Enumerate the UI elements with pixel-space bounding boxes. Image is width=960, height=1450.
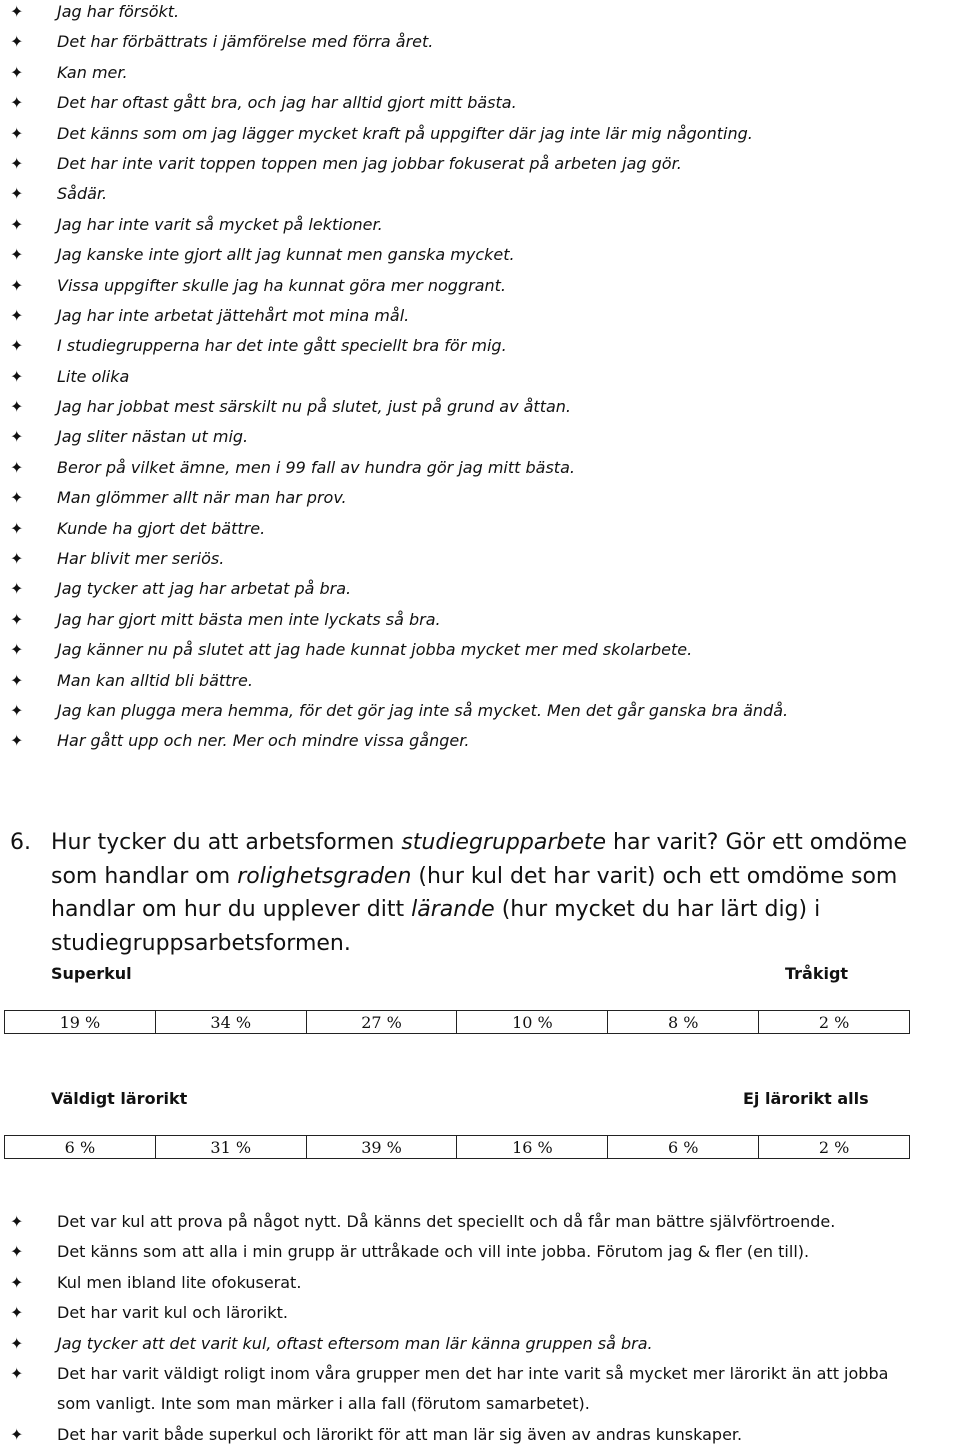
list-item-text: Det känns som att alla i min grupp är uttråkade och vill inte jobba. Förutom jag & fler (en till). (57, 1242, 810, 1262)
list-item-text: Sådär. (57, 184, 108, 204)
scale2-cell: 16 % (457, 1136, 608, 1159)
star-bullet-icon: ✦ (10, 1242, 24, 1262)
star-bullet-icon: ✦ (10, 427, 24, 447)
list-item-text: Har blivit mer seriös. (57, 549, 225, 569)
star-bullet-icon: ✦ (10, 1212, 24, 1231)
star-bullet-icon: ✦ (10, 62, 24, 82)
star-bullet-icon: ✦ (10, 700, 24, 720)
list-item-text: Jag känner nu på slutet att jag hade kunnat jobba mycket mer med skolarbete. (57, 640, 693, 660)
star-bullet-icon: ✦ (10, 488, 24, 508)
question-text-part: (hur mycket du har lärt dig) i studiegruppsarbetsformen. (51, 897, 821, 956)
question-text (51, 826, 940, 960)
star-bullet-icon: ✦ (10, 305, 24, 325)
list-item (0, 271, 788, 301)
question-text-part: har varit? Gör ett omdöme som handlar om (51, 830, 908, 889)
list-item-text: Man kan alltid bli bättre. (57, 670, 253, 690)
question-emphasis: lärande (411, 897, 495, 922)
star-bullet-icon: ✦ (10, 1303, 24, 1323)
list-item-text: Det har oftast gått bra, och jag har alltid gjort mitt bästa. (57, 93, 517, 113)
question-emphasis: rolighetsgraden (237, 863, 412, 889)
list-item (0, 58, 788, 88)
list-item-text: Jag tycker att jag har arbetat på bra. (57, 579, 352, 599)
star-bullet-icon: ✦ (10, 397, 24, 417)
list-item-text: Det har förbättrats i jämförelse med förra året. (57, 32, 434, 52)
list-item (0, 514, 788, 544)
list-item-text: Lite olika (57, 366, 130, 386)
star-bullet-icon: ✦ (10, 518, 24, 538)
star-bullet-icon: ✦ (10, 640, 24, 660)
scale1-cell: 19 % (5, 1011, 156, 1034)
list-item (0, 605, 788, 635)
star-bullet-icon: ✦ (10, 336, 24, 356)
list-item (0, 392, 788, 422)
list-item (0, 574, 788, 604)
response-list-1 (0, 0, 788, 757)
scale2-right-label: Ej lärorikt alls (743, 1089, 869, 1108)
scale2-cell: 39 % (306, 1136, 457, 1159)
list-item-text: Det har inte varit toppen toppen men jag jobbar fokuserat på arbeten jag gör. (57, 153, 682, 173)
list-item-text: Jag har inte varit så mycket på lektioner. (57, 214, 383, 234)
scale1-cell: 27 % (306, 1011, 457, 1034)
star-bullet-icon: ✦ (10, 549, 24, 569)
star-bullet-icon: ✦ (10, 731, 24, 751)
list-item (0, 240, 788, 270)
list-item-text: Beror på vilket ämne, men i 99 fall av hundra gör jag mitt bästa. (57, 457, 575, 477)
list-item (0, 27, 788, 57)
list-item (0, 1268, 888, 1298)
question-text-part: Hur tycker du att arbetsformen (51, 830, 402, 855)
list-item (0, 301, 788, 331)
response-list-2 (0, 1207, 888, 1450)
scale2-left-label: Väldigt lärorikt (51, 1089, 188, 1108)
list-item-text: som vanligt. Inte som man märker i alla fall (förutom samarbetet). (57, 1394, 590, 1414)
list-item (0, 1298, 888, 1328)
list-item (0, 88, 788, 118)
list-item (0, 362, 788, 392)
scale1-cell: 8 % (608, 1011, 759, 1034)
star-bullet-icon: ✦ (10, 1272, 24, 1292)
scale2-table (4, 1135, 910, 1159)
list-item (0, 726, 788, 756)
list-item-text: Det har varit väldigt roligt inom våra grupper men det har inte varit så mycket mer lärorikt än att jobba (57, 1363, 889, 1383)
list-item (0, 453, 788, 483)
list-item-text: Vissa uppgifter skulle jag ha kunnat göra mer noggrant. (57, 275, 506, 295)
star-bullet-icon: ✦ (10, 670, 24, 690)
list-item (0, 1237, 888, 1267)
scale2-cell: 2 % (759, 1136, 910, 1159)
list-item-text: Jag har försökt. (57, 2, 180, 21)
scale2-cell: 6 % (608, 1136, 759, 1159)
list-item-text: Kunde ha gjort det bättre. (57, 518, 266, 538)
list-item-text: Det var kul att prova på något nytt. Då känns det speciellt och då får man bättre självförtroende. (57, 1212, 836, 1231)
star-bullet-icon: ✦ (10, 1363, 24, 1383)
scale2-cell: 31 % (155, 1136, 306, 1159)
list-item (0, 422, 788, 452)
list-item (0, 119, 788, 149)
list-item-text: Jag kan plugga mera hemma, för det gör jag inte så mycket. Men det går ganska bra ändå. (57, 700, 789, 720)
star-bullet-icon: ✦ (10, 245, 24, 265)
list-item (0, 544, 788, 574)
list-item-text: Har gått upp och ner. Mer och mindre vissa gånger. (57, 731, 470, 751)
list-item-text: Jag har gjort mitt bästa men inte lyckats så bra. (57, 609, 441, 629)
star-bullet-icon: ✦ (10, 1333, 24, 1353)
star-bullet-icon: ✦ (10, 153, 24, 173)
list-item-text: Kan mer. (57, 62, 128, 82)
list-item (0, 696, 788, 726)
question-number: 6. (10, 830, 31, 855)
list-item-text: Det har varit kul och lärorikt. (57, 1303, 288, 1323)
scale1-cell: 2 % (759, 1011, 910, 1034)
scale1-left-label: Superkul (51, 964, 132, 983)
star-bullet-icon: ✦ (10, 214, 24, 234)
star-bullet-icon: ✦ (10, 275, 24, 295)
question-text-part: (hur kul det har varit) och ett omdöme som handlar om hur du upplever ditt (51, 863, 898, 922)
list-item (0, 1207, 888, 1237)
list-item (0, 331, 788, 361)
list-item-text: Jag sliter nästan ut mig. (57, 427, 249, 447)
list-item (0, 0, 788, 27)
star-bullet-icon: ✦ (10, 184, 24, 204)
list-item (0, 1420, 888, 1450)
star-bullet-icon: ✦ (10, 123, 24, 143)
list-item (0, 483, 788, 513)
list-item-text: Kul men ibland lite ofokuserat. (57, 1272, 302, 1292)
star-bullet-icon: ✦ (10, 2, 24, 21)
list-item-text: I studiegrupperna har det inte gått speciellt bra för mig. (57, 336, 507, 356)
list-item (0, 1359, 888, 1389)
scale1-table (4, 1010, 910, 1034)
star-bullet-icon: ✦ (10, 1424, 24, 1444)
star-bullet-icon: ✦ (10, 609, 24, 629)
scale2-cell: 6 % (5, 1136, 156, 1159)
list-item-text: Jag kanske inte gjort allt jag kunnat men ganska mycket. (57, 245, 515, 265)
list-item (0, 635, 788, 665)
list-item (0, 666, 788, 696)
list-item-text: Det känns som om jag lägger mycket kraft på uppgifter där jag inte lär mig någonting. (57, 123, 753, 143)
star-bullet-icon: ✦ (10, 457, 24, 477)
list-item (0, 149, 788, 179)
list-item-text: Man glömmer allt när man har prov. (57, 488, 347, 508)
list-item-text: Jag har inte arbetat jättehårt mot mina mål. (57, 305, 410, 325)
star-bullet-icon: ✦ (10, 366, 24, 386)
scale1-cell: 10 % (457, 1011, 608, 1034)
list-item (0, 1389, 888, 1419)
star-bullet-icon: ✦ (10, 32, 24, 52)
list-item-text: Jag tycker att det varit kul, oftast eftersom man lär känna gruppen så bra. (57, 1333, 653, 1353)
scale1-right-label: Tråkigt (785, 964, 849, 983)
star-bullet-icon: ✦ (10, 93, 24, 113)
question-emphasis: studiegrupparbete (401, 830, 607, 855)
list-item (0, 179, 788, 209)
list-item (0, 210, 788, 240)
star-bullet-icon: ✦ (10, 579, 24, 599)
scale1-cell: 34 % (155, 1011, 306, 1034)
question-6 (10, 826, 940, 960)
list-item-text: Jag har jobbat mest särskilt nu på slutet, just på grund av åttan. (57, 397, 572, 417)
list-item (0, 1329, 888, 1359)
list-item-text: Det har varit både superkul och lärorikt för att man lär sig även av andras kunskaper. (57, 1424, 743, 1444)
